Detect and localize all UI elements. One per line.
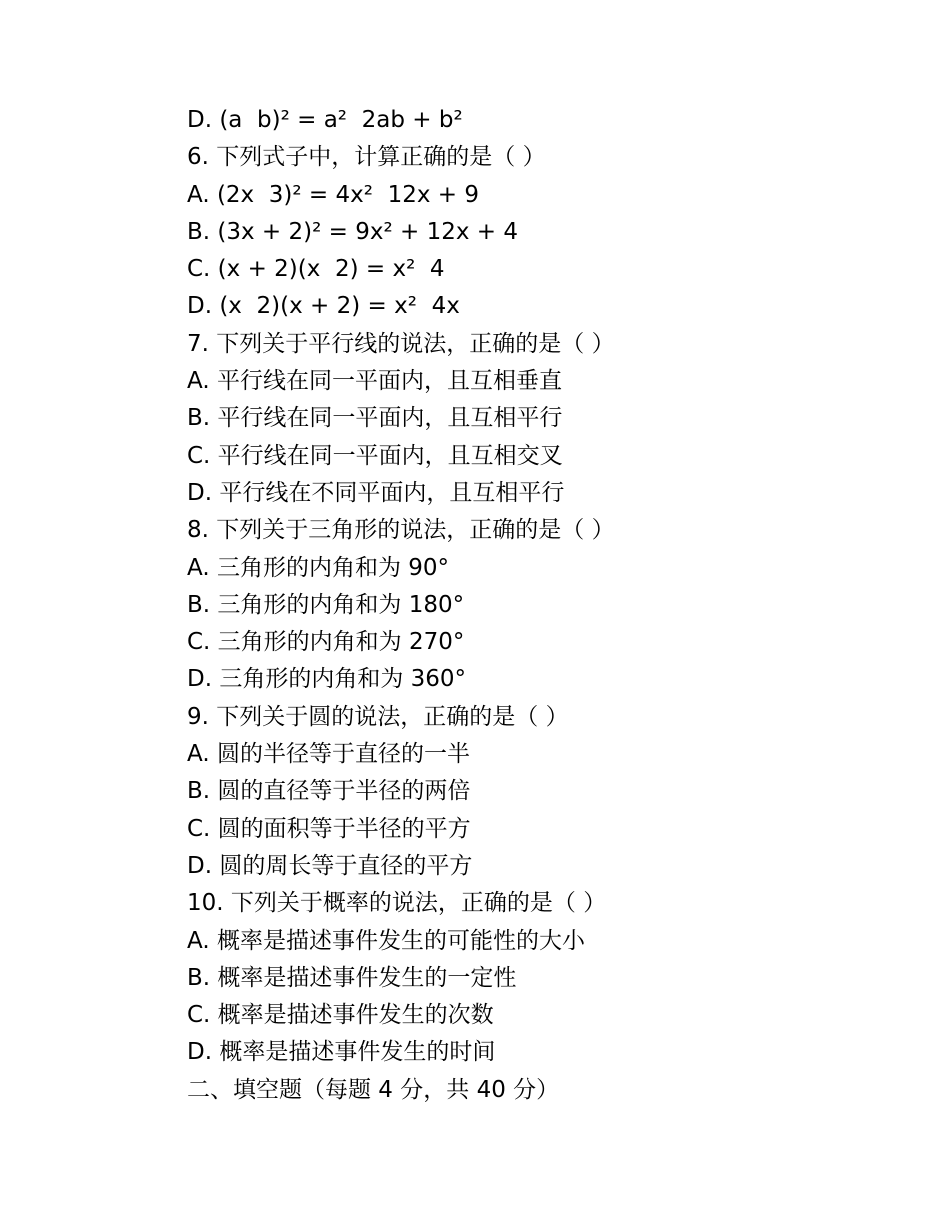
option-b-q9: B. 圆的直径等于半径的两倍 [187, 778, 471, 805]
option-c-q6: C. (x + 2)(x 2) = x² 4 [187, 256, 445, 283]
option-a-q8: A. 三角形的内角和为 90° [187, 554, 450, 581]
option-c-q7: C. 平行线在同一平面内，且互相交叉 [187, 442, 563, 469]
option-d-q7: D. 平行线在不同平面内，且互相平行 [187, 479, 565, 506]
option-a-q7: A. 平行线在同一平面内，且互相垂直 [187, 368, 562, 395]
option-b-q10: B. 概率是描述事件发生的一定性 [187, 964, 517, 991]
option-b-q6: B. (3x + 2)² = 9x² + 12x + 4 [187, 218, 518, 245]
option-a-q10: A. 概率是描述事件发生的可能性的大小 [187, 927, 585, 954]
option-d-q9: D. 圆的周长等于直径的平方 [187, 852, 473, 879]
option-c-q10: C. 概率是描述事件发生的次数 [187, 1002, 494, 1029]
option-c-q8: C. 三角形的内角和为 270° [187, 629, 465, 656]
section-heading-fill-in: 二、填空题（每题 4 分，共 40 分） [187, 1076, 560, 1103]
option-b-q8: B. 三角形的内角和为 180° [187, 591, 465, 618]
question-7: 7. 下列关于平行线的说法，正确的是（ ） [187, 330, 615, 357]
question-10: 10. 下列关于概率的说法，正确的是（ ） [187, 890, 607, 917]
question-6: 6. 下列式子中，计算正确的是（ ） [187, 144, 546, 171]
option-d-q8: D. 三角形的内角和为 360° [187, 666, 467, 693]
option-d-q5: D. (a b)² = a² 2ab + b² [187, 107, 463, 133]
option-c-q9: C. 圆的面积等于半径的平方 [187, 815, 471, 842]
option-d-q10: D. 概率是描述事件发生的时间 [187, 1039, 496, 1066]
option-a-q6: A. (2x 3)² = 4x² 12x + 9 [187, 181, 480, 208]
question-9: 9. 下列关于圆的说法，正确的是（ ） [187, 703, 569, 730]
option-b-q7: B. 平行线在同一平面内，且互相平行 [187, 405, 563, 432]
document-content [187, 102, 887, 1109]
option-a-q9: A. 圆的半径等于直径的一半 [187, 741, 470, 768]
option-d-q6: D. (x 2)(x + 2) = x² 4x [187, 293, 460, 320]
question-8: 8. 下列关于三角形的说法，正确的是（ ） [187, 517, 615, 544]
